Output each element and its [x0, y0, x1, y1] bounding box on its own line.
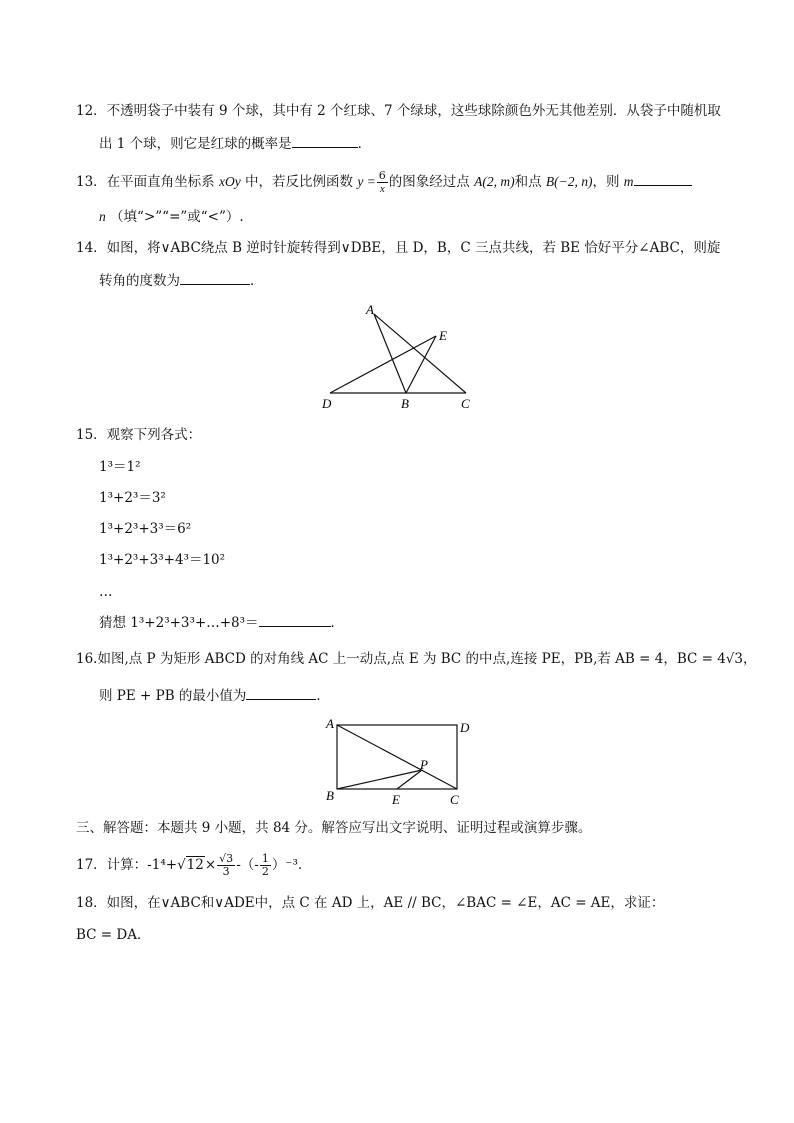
q15-dots: …	[99, 584, 113, 600]
q17-times: ×	[204, 857, 217, 873]
q12-line2	[99, 133, 371, 154]
q15-guess-line	[99, 612, 344, 633]
q16-figure	[318, 712, 478, 808]
q16-line1: 16.如图,点 P 为矩形 ABCD 的对角线 AC 上一动点,点 E 为 BC 的中点,连接 PE，PB,若 AB = 4，BC = 4√3，	[76, 651, 757, 667]
q14-label-d: D	[322, 396, 332, 411]
q16-line2-text: 则 PE + PB 的最小值为	[99, 688, 247, 704]
q14-line2-text: 转角的度数为	[99, 273, 180, 289]
q13-line1	[76, 170, 692, 195]
q13-y-eq: y =	[357, 174, 376, 189]
q13-text-a: 13．在平面直角坐标系	[76, 174, 215, 190]
q17-fraction-1-2: $\frac{1}{2}$	[261, 852, 269, 878]
q16-label-b: B	[326, 788, 334, 803]
q13-line2	[99, 207, 244, 227]
q15-answer-blank[interactable]	[259, 612, 331, 627]
q17-text-a: 17．计算：-1⁴+	[76, 857, 178, 873]
q16-end: ．	[316, 688, 330, 704]
q13-text-b: 中，若反比例函数	[245, 174, 354, 190]
q13-point-a: A(2, m)	[474, 174, 515, 189]
q14-label-a: A	[366, 302, 374, 317]
q18-line1: 18．如图，在∨ABC和∨ADE中，点 C 在 AD 上，AE // BC，∠BAC = ∠E，AC = AE，求证：	[76, 895, 665, 911]
q14-figure	[316, 300, 486, 412]
q16-line2	[99, 685, 330, 706]
q16-label-d: D	[460, 720, 470, 735]
q13-text-e: ，则	[592, 174, 620, 190]
q18-line2: BC = DA．	[76, 927, 151, 943]
q14-line2	[99, 270, 264, 291]
q14-label-c: C	[461, 396, 470, 411]
q16-label-a: A	[326, 716, 334, 731]
q15-end: ．	[330, 615, 345, 631]
q14-segment-de	[330, 336, 436, 393]
q12-end: ．	[357, 136, 372, 152]
q15-eq4: 1³+2³+3³+4³＝10²	[99, 552, 226, 568]
q12-line1: 12．不透明袋子中装有 9 个球，其中有 2 个红球、7 个绿球，这些球除颜色外无其他差别．从袋子中随机取	[76, 103, 721, 119]
q16-label-e: E	[392, 792, 400, 807]
q14-segment-ab	[374, 314, 406, 393]
q15-guess-text: 猜想 1³+2³+3³+…+8³＝	[99, 615, 259, 631]
q15-title: 15．观察下列各式：	[76, 427, 202, 443]
q12-answer-blank[interactable]	[292, 133, 358, 148]
q17-text-b: -（-	[236, 857, 259, 873]
q16-answer-blank[interactable]	[246, 685, 316, 700]
q16-label-p: P	[420, 757, 428, 772]
q14-label-b: B	[401, 396, 409, 411]
q13-m: m	[623, 174, 634, 189]
q17-sqrt-12: 12	[186, 857, 204, 873]
q14-answer-blank[interactable]	[180, 270, 250, 285]
q16-label-c: C	[450, 792, 459, 807]
q13-point-b: B(−2, n)	[545, 174, 593, 189]
q13-answer-blank[interactable]	[634, 171, 692, 186]
q13-fraction: $\frac{6}{x}$	[378, 169, 386, 195]
q17-line: 17．计算：-1⁴+√12× $\frac{√3}{3}$ -（- $\frac{1}{2}$ ）⁻³.	[76, 852, 303, 878]
q13-text-c: 的图象经过点	[388, 174, 470, 190]
section-3-heading: 三、解答题：本题共 9 小题，共 84 分。解答应写出文字说明、证明过程或演算步骤。	[76, 820, 592, 836]
q13-n: n	[99, 209, 106, 224]
q13-text-d: 和点	[514, 174, 542, 190]
q14-segment-ac	[374, 314, 466, 393]
q12-line2-text: 出 1 个球，则它是红球的概率是	[99, 136, 292, 152]
q13-fill-hint: （填“>”“=”或“<”）.	[110, 209, 244, 225]
q14-end: ．	[250, 273, 264, 289]
q17-fraction-sqrt3-3: $\frac{√3}{3}$	[219, 852, 234, 878]
q14-line1: 14．如图，将∨ABC绕点 B 逆时针旋转得到∨DBE，且 D，B，C 三点共线，若 BE 恰好平分∠ABC，则旋	[76, 240, 721, 256]
q14-label-e: E	[439, 328, 447, 343]
q15-eq1: 1³＝1²	[99, 459, 141, 475]
q16-diagonal-ac	[337, 725, 457, 789]
q15-eq3: 1³+2³+3³＝6²	[99, 521, 192, 537]
q17-text-c: ）⁻³.	[271, 857, 303, 873]
q15-eq2: 1³+2³＝3²	[99, 490, 166, 506]
q13-xoy: xOy	[218, 174, 241, 189]
